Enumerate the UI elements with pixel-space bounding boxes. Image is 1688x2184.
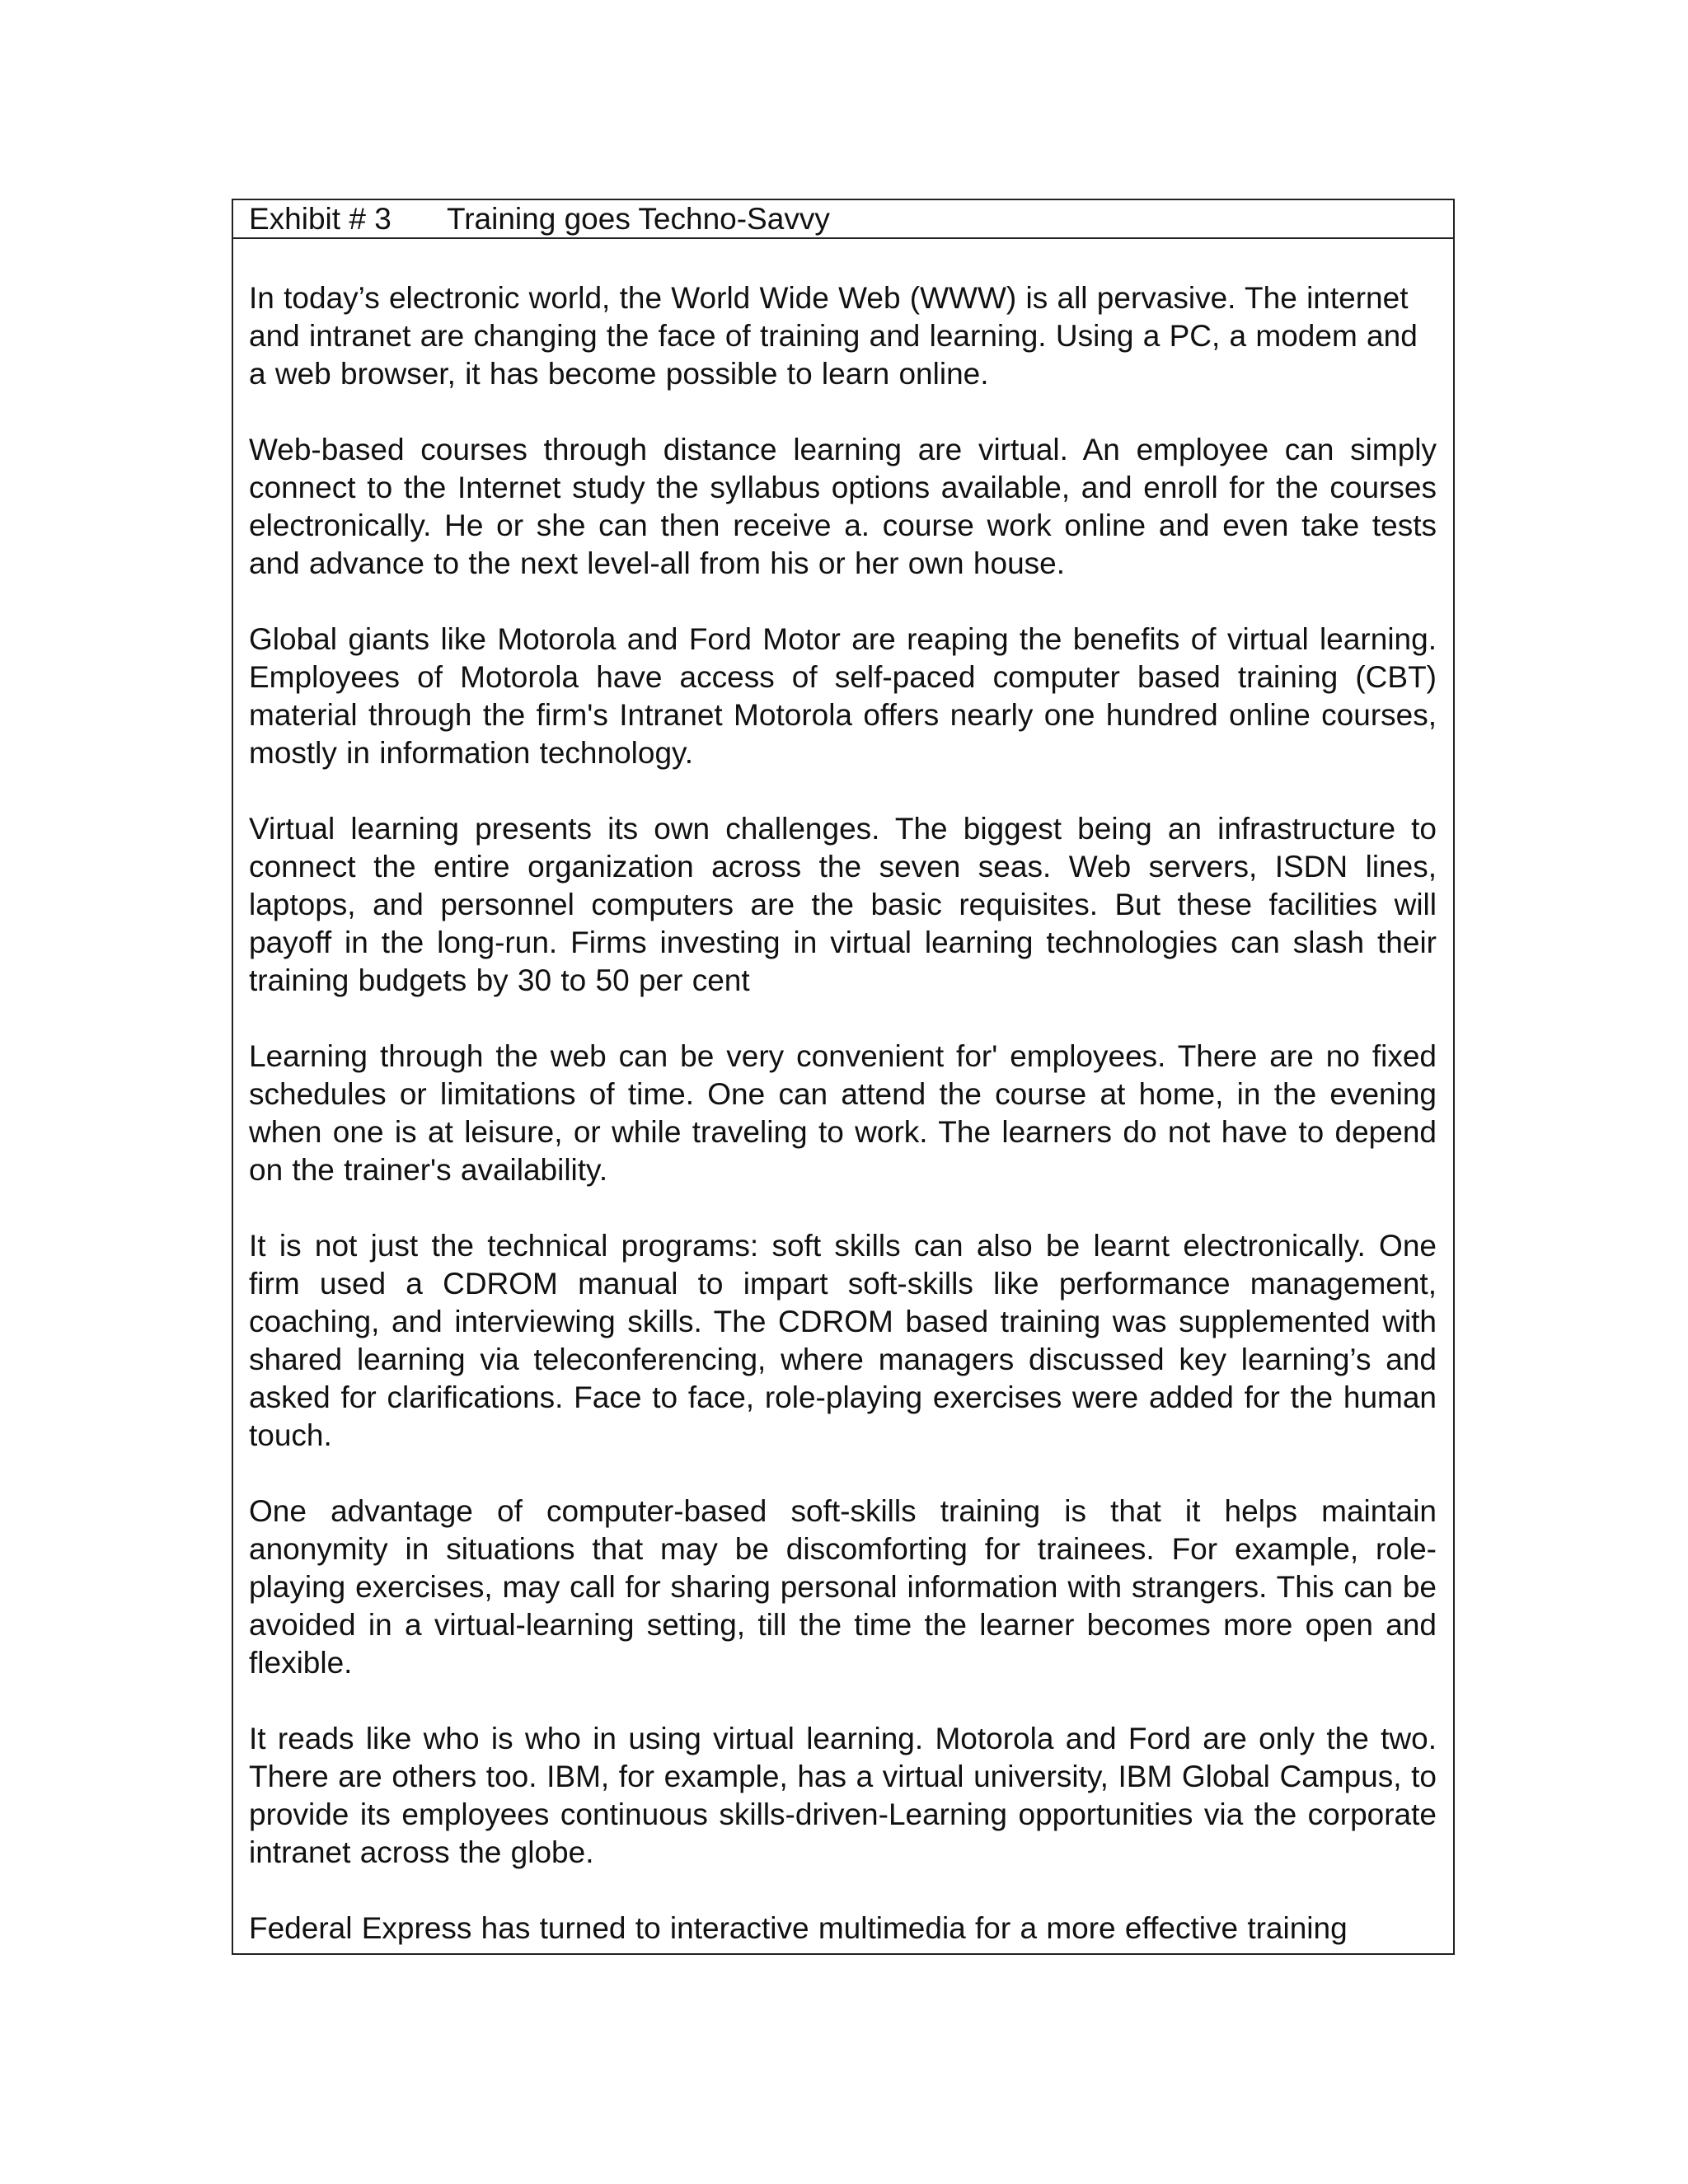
paragraph-anonymity: One advantage of computer-based soft-skills training is that it helps maintain anonymity in situations that may be discomforting for trainees. For example, role-playing exercises, may call for sharing personal information with strangers. This can be avoided in a virtual-learning setting, till the time the learner becomes more open and flexible. [249,1494,1437,1680]
paragraph-convenience: Learning through the web can be very convenient for' employees. There are no fixed schedules or limitations of time. One can attend the course at home, in the evening when one is at leisure, or while traveling to work. The learners do not have to depend on the trainer's availability. [249,1039,1437,1187]
paragraph-challenges: Virtual learning presents its own challenges. The biggest being an infrastructure to connect the entire organization across the seven seas. Web servers, ISDN lines, laptops, and personnel computers are the basic requisites. But these facilities will payoff in the long-run. Firms investing in virtual learning technologies can slash their training budgets by 30 to 50 per cent [249,812,1437,997]
paragraph-federal-express: Federal Express has turned to interactive multimedia for a more effective training [249,1911,1348,1945]
paragraph-soft-skills: It is not just the technical programs: soft skills can also be learnt electronically. One firm used a CDROM manual to impart soft-skills like performance management, coaching, and interviewing skills. The CDROM based training was supplemented with shared learning via teleconferencing, where managers discussed key learning’s and asked for clarifications. Face to face, role-playing exercises were added for the human touch. [249,1229,1437,1452]
exhibit-body [233,239,1453,1947]
paragraph-global-giants: Global giants like Motorola and Ford Motor are reaping the benefits of virtual learning. Employees of Motorola have access of self-paced computer based training (CBT) material through the firm's Intranet Motorola offers nearly one hundred online courses, mostly in information technology. [249,622,1437,770]
exhibit-box [232,199,1455,1955]
exhibit-label: Exhibit # 3 [249,202,392,236]
paragraph-web-based-courses: Web-based courses through distance learning are virtual. An employee can simply connect to the Internet study the syllabus options available, and enroll for the courses electronically. He or she can then receive a. course work online and even take tests and advance to the next level-all from his or her own house. [249,433,1437,580]
exhibit-header [233,200,1453,239]
exhibit-title: Training goes Techno-Savvy [447,202,830,236]
paragraph-intro: In today’s electronic world, the World Wide Web (WWW) is all pervasive. The internet and intranet are changing the face of training and learning. Using a PC, a modem and a web browser, it has become possible to learn online. [249,281,1418,391]
paragraph-who-is-who: It reads like who is who in using virtual learning. Motorola and Ford are only the two. There are others too. IBM, for example, has a virtual university, IBM Global Campus, to provide its employees continuous skills-driven-Learning opportunities via the corporate intranet across the globe. [249,1722,1437,1869]
